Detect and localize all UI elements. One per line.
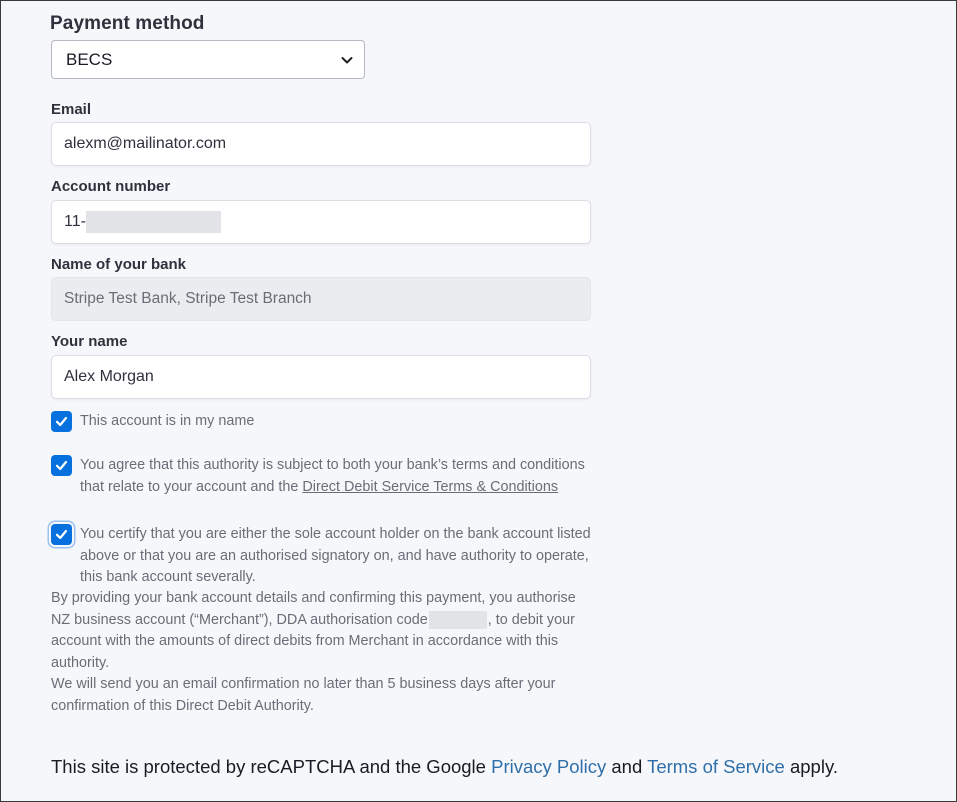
bank-name-value: Stripe Test Bank, Stripe Test Branch <box>64 290 312 307</box>
recaptcha-notice <box>51 756 838 778</box>
bank-name-label: Name of your bank <box>51 256 187 273</box>
your-name-field[interactable] <box>51 355 591 399</box>
account-in-name-row <box>51 411 596 433</box>
recaptcha-suffix: apply. <box>784 756 838 777</box>
recaptcha-and: and <box>606 756 648 777</box>
email-label: Email <box>51 101 92 118</box>
agree-terms-text <box>80 455 596 498</box>
account-in-name-text: This account is in my name <box>80 413 255 429</box>
agree-terms-checkbox[interactable] <box>51 455 72 476</box>
payment-method-title: Payment method <box>50 13 205 34</box>
recaptcha-prefix: This site is protected by reCAPTCHA and the Google <box>51 756 492 777</box>
privacy-policy-link[interactable]: Privacy Policy <box>491 756 607 777</box>
terms-of-service-link[interactable]: Terms of Service <box>647 756 785 777</box>
payment-method-value: BECS <box>66 49 113 69</box>
email-value: alexm@mailinator.com <box>64 135 227 152</box>
account-number-value: 11- <box>64 213 86 230</box>
dda-code-redaction <box>429 611 487 629</box>
account-number-redaction <box>86 211 221 233</box>
account-number-label: Account number <box>51 178 171 195</box>
your-name-label: Your name <box>51 333 128 350</box>
email-field[interactable] <box>51 122 591 166</box>
checkmark-icon <box>55 528 68 541</box>
checkmark-icon <box>55 459 68 472</box>
account-number-field[interactable] <box>51 200 591 244</box>
mandate-part1: By providing your bank account details and confirming this payment, you authorise NZ business account (“Merchant”), DDA authorisation code <box>51 590 576 628</box>
mandate-text <box>51 588 596 717</box>
certify-row <box>51 524 596 589</box>
payment-method-select[interactable] <box>51 40 365 79</box>
checkmark-icon <box>55 415 68 428</box>
mandate-part2: , to debit your account with the amounts of direct debits from Merchant in accordance with this authority. <box>51 611 575 671</box>
mandate-part3: We will send you an email confirmation no later than 5 business days after your confirmation of this Direct Debit Authority. <box>51 676 556 714</box>
your-name-value: Alex Morgan <box>64 368 154 385</box>
certify-text: You certify that you are either the sole account holder on the bank account listed above or that you are an authorised signatory on, and have authority to operate, this bank account severally. <box>80 526 591 585</box>
chevron-down-icon <box>340 53 354 67</box>
direct-debit-terms-link[interactable]: Direct Debit Service Terms & Conditions <box>302 478 559 495</box>
agree-terms-row <box>51 455 596 498</box>
account-in-name-checkbox[interactable] <box>51 411 72 432</box>
bank-name-field <box>51 277 591 321</box>
agree-terms-body: You agree that this authority is subject to both your bank’s terms and conditions that relate to your account and the <box>80 457 585 495</box>
certify-checkbox[interactable] <box>51 524 72 545</box>
